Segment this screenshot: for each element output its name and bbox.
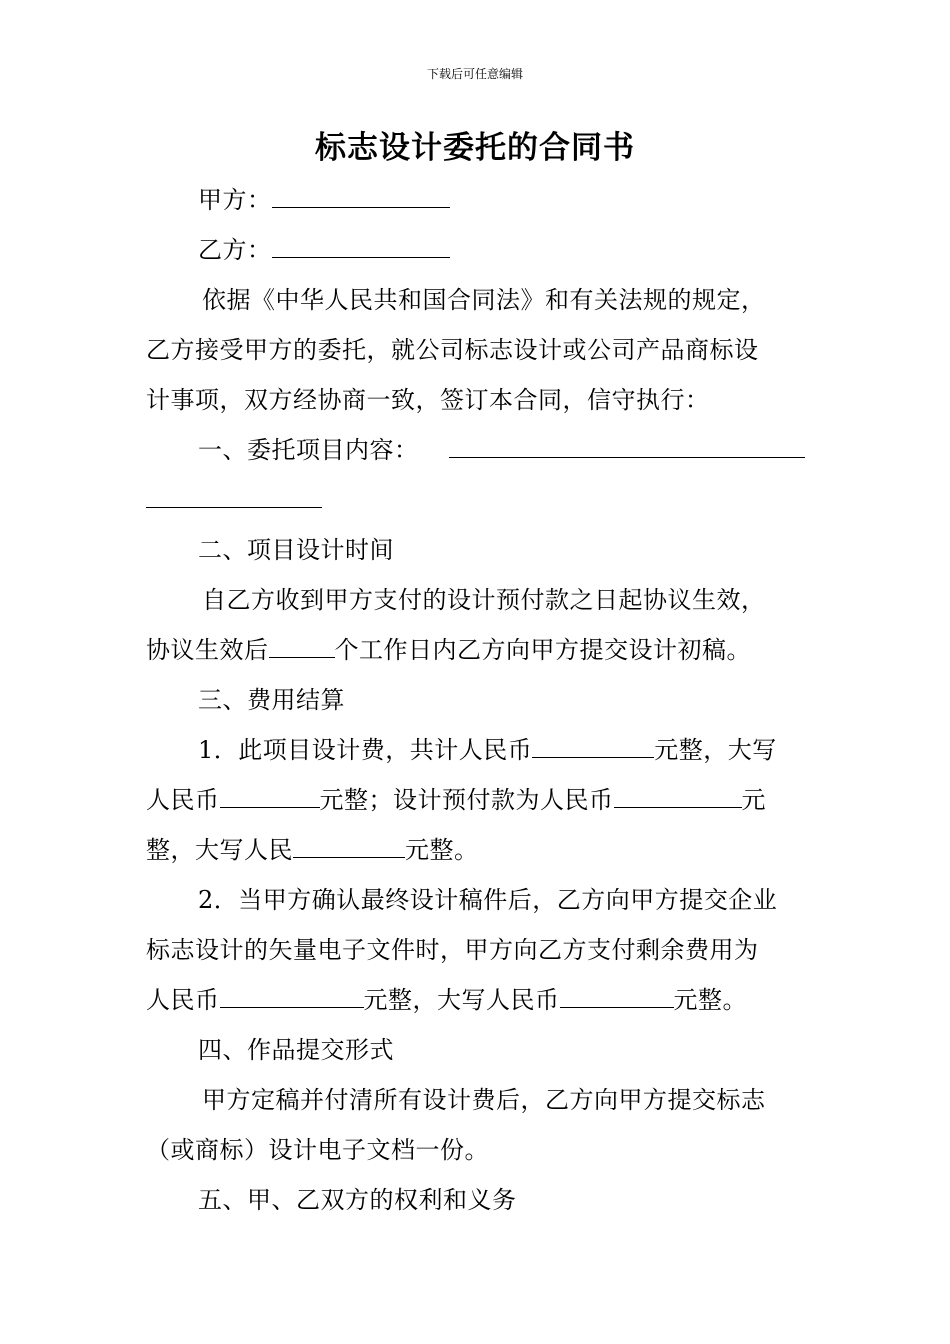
party-a-blank	[272, 185, 450, 208]
remaining-fee-uppercase-blank	[560, 985, 674, 1008]
remaining-fee-blank	[220, 985, 364, 1008]
text-segment: 元整，大写人民币	[363, 986, 560, 1014]
section-1-heading: 一、委托项目内容：	[198, 436, 419, 464]
text-segment: 元整。	[405, 836, 479, 864]
section-1-continuation	[146, 484, 322, 516]
section-4-line-2: （或商标）设计电子文档一份。	[146, 1136, 489, 1164]
text-segment: 1．此项目设计费，共计人民币	[198, 736, 533, 764]
text-segment: 整，大写人民	[146, 836, 293, 864]
section-1-heading-line	[198, 434, 805, 466]
section-4-line-1: 甲方定稿并付清所有设计费后，乙方向甲方提交标志	[202, 1086, 766, 1114]
intro-line-1: 依据《中华人民共和国合同法》和有关法规的规定，	[202, 286, 766, 314]
section-4-heading: 四、作品提交形式	[198, 1036, 394, 1064]
intro-line-3: 计事项，双方经协商一致，签订本合同，信守执行：	[146, 386, 710, 414]
party-b-blank	[272, 235, 450, 258]
section-3-p2-line-1: 2．当甲方确认最终设计稿件后，乙方向甲方提交企业	[198, 886, 778, 914]
section-2-line-2	[146, 634, 751, 666]
section-1-blank-2	[146, 485, 322, 508]
section-2-heading: 二、项目设计时间	[198, 536, 394, 564]
text-segment: 元	[741, 786, 766, 814]
fee-blank	[532, 735, 654, 758]
text-segment: 协议生效后	[146, 636, 269, 664]
document-title: 标志设计委托的合同书	[315, 130, 635, 166]
workdays-blank	[269, 635, 335, 658]
section-1-blank	[449, 435, 805, 458]
party-b-line	[198, 234, 450, 266]
section-3-p1-line-3	[146, 834, 479, 866]
party-a-label: 甲方：	[198, 186, 272, 214]
party-b-label: 乙方：	[198, 236, 272, 264]
prepayment-uppercase-blank	[293, 835, 405, 858]
text-segment: 元整。	[673, 986, 747, 1014]
text-segment: 个工作日内乙方向甲方提交设计初稿。	[334, 636, 751, 664]
header-note: 下载后可任意编辑	[426, 67, 523, 81]
intro-line-2: 乙方接受甲方的委托，就公司标志设计或公司产品商标设	[146, 336, 759, 364]
section-3-p1-line-2	[146, 784, 766, 816]
section-2-line-1: 自乙方收到甲方支付的设计预付款之日起协议生效，	[202, 586, 766, 614]
prepayment-blank	[614, 785, 742, 808]
party-a-line	[198, 184, 450, 216]
text-segment: 元整；设计预付款为人民币	[319, 786, 614, 814]
fee-uppercase-blank	[220, 785, 320, 808]
section-3-heading: 三、费用结算	[198, 686, 345, 714]
section-3-p2-line-2: 标志设计的矢量电子文件时，甲方向乙方支付剩余费用为	[146, 936, 759, 964]
text-segment: 人民币	[146, 986, 220, 1014]
text-segment: 人民币	[146, 786, 220, 814]
section-3-p1-line-1	[198, 734, 777, 766]
text-segment: 元整，大写	[654, 736, 777, 764]
section-3-p2-line-3	[146, 984, 747, 1016]
section-5-heading: 五、甲、乙双方的权利和义务	[198, 1186, 517, 1214]
